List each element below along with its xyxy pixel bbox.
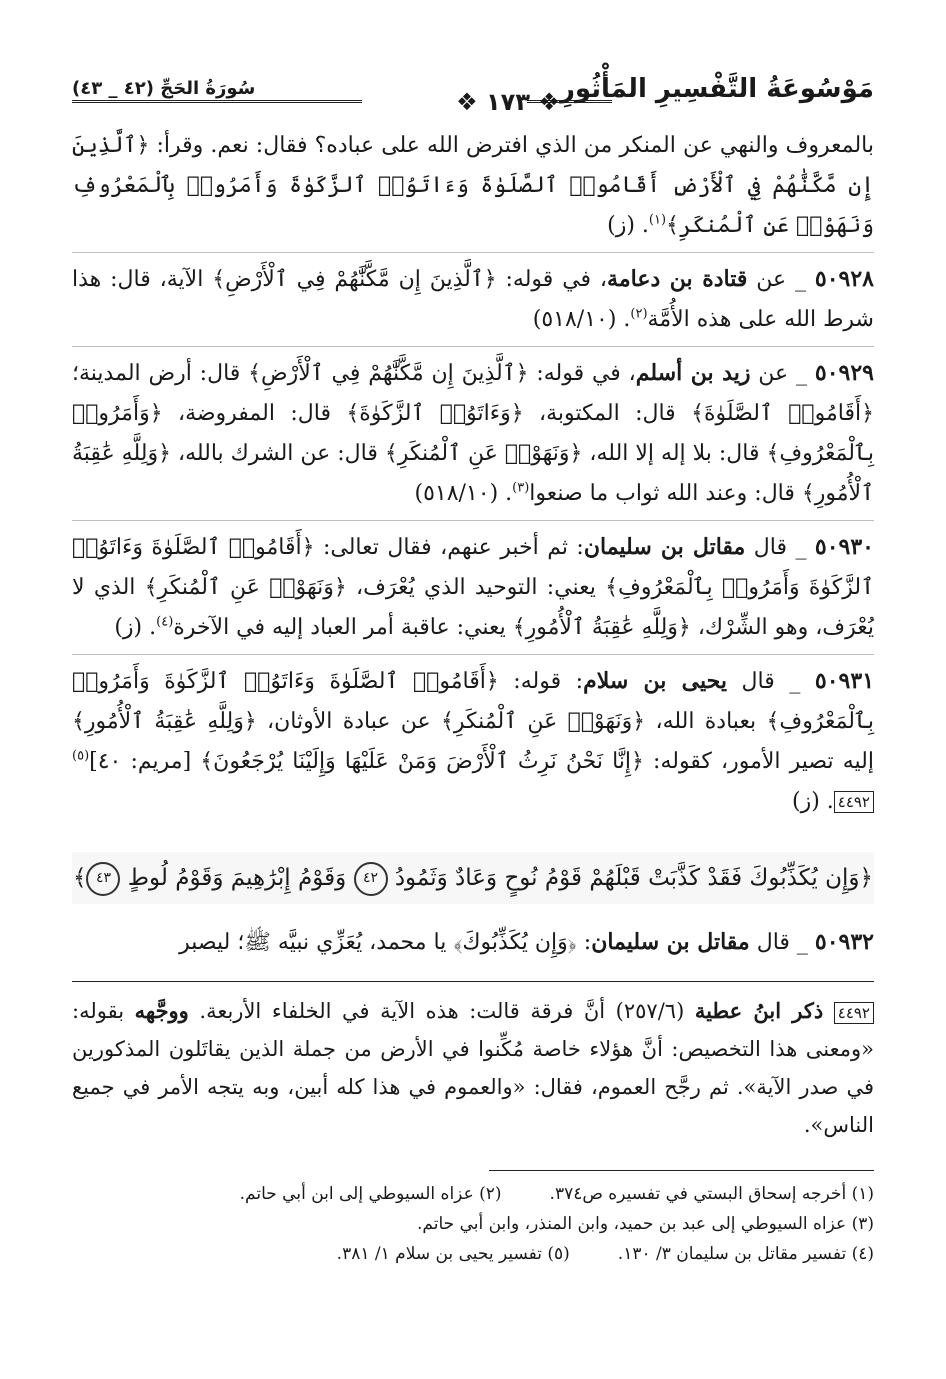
commentary-number-box: ٤٤٩٢ [834, 1002, 874, 1024]
intro-text: بالمعروف والنهي عن المنكر من الذي افترض الله على عباده؟ فقال: نعم. وقرأ: [156, 133, 874, 158]
narrator-name: قتادة بن دعامة [607, 266, 748, 292]
commentary-note [72, 992, 874, 1144]
footnote-marker[interactable]: (٤) [156, 614, 174, 630]
entry-number: ٥٠٩٣١ [814, 668, 875, 694]
reference-row [72, 1209, 874, 1239]
entry-text: : ثم أخبر عنهم، فقال تعالى: ﴿أَقَامُوا۟ ٱلصَّلَوٰةَ وَءَاتَوُا۟ ٱلزَّكَوٰةَ وَأَمَرُوا۟ بِٱلْمَعْرُوفِ﴾ يعني: التوحيد الذي يُعْرَف، ﴿وَنَهَوْا۟ عَنِ ٱلْمُنكَرِ﴾ الذي لا يُعْرَف، وهو الشِّرْك، ﴿وَلِلَّهِ عَٰقِبَةُ ٱلْأُمُورِ﴾ يعني: عاقبة أمر العباد إليه في الآخرة [72, 535, 874, 640]
ayah-text: ﴿وَإِن يُكَذِّبُوكَ فَقَدْ كَذَّبَتْ قَبْلَهُمْ قَوْمُ نُوحٍ وَعَادٌ وَثَمُودُ [394, 865, 874, 891]
divider [72, 252, 874, 253]
ayah-text: وَقَوْمُ إِبْرَٰهِيمَ وَقَوْمُ لُوطٍ [127, 865, 347, 891]
footnote-marker[interactable]: (١) [648, 212, 667, 228]
reference-item: (٤) تفسير مقاتل بن سليمان ٣/ ١٣٠. [617, 1244, 874, 1264]
footnote-marker[interactable]: (٢) [630, 306, 648, 322]
entry-text: ، في قوله: ﴿ٱلَّذِينَ إِن مَّكَّنَّٰهُمْ فِي ٱلْأَرْضِ﴾ الآية، قال: هذا شرط الله على هذه الأُمَّة [72, 267, 874, 332]
source-tag: . (ز) [791, 789, 834, 814]
footnote-divider [72, 981, 874, 982]
narrator-name: زيد بن أسلم [635, 360, 751, 386]
entry-text: ، في قوله: ﴿ٱلَّذِينَ إِن مَّكَّنَّٰهُمْ فِي ٱلْأَرْضِ﴾ قال: أرض المدينة؛ ﴿أَقَامُوا۟ ٱلصَّلَوٰةَ﴾ قال: المكتوبة، ﴿وَءَاتَوُا۟ ٱلزَّكَوٰةَ﴾ قال: المفروضة، ﴿وَأَمَرُوا۟ بِٱلْمَعْرُوفِ﴾ قال: بلا إله إلا الله، ﴿وَنَهَوْا۟ عَنِ ٱلْمُنكَرِ﴾ قال: عن الشرك بالله، ﴿وَلِلَّهِ عَٰقِبَةُ ٱلْأُمُورِ﴾ قال: وعند الله ثواب ما صنعوا [72, 361, 874, 506]
entry-text: : قوله: ﴿أَقَامُوا۟ ٱلصَّلَوٰةَ وَءَاتَوُا۟ ٱلزَّكَوٰةَ وَأَمَرُوا۟ بِٱلْمَعْرُوفِ﴾ بعبادة الله، ﴿وَنَهَوْا۟ عَنِ ٱلْمُنكَرِ﴾ عن عبادة الأوثان، ﴿وَلِلَّهِ عَٰقِبَةُ ٱلْأُمُورِ﴾ إليه تصير الأمور، كقوله: ﴿إِنَّا نَحْنُ نَرِثُ ٱلْأَرْضَ وَمَنْ عَلَيْهَا وَإِلَيْنَا يُرْجَعُونَ﴾ [مريم: ٤٠] [72, 669, 874, 774]
quran-quote: ﴿ٱلَّذِينَ إِن مَّكَّنَّٰهُمْ فِي ٱلْأَرْضِ أَقَامُوا۟ ٱلصَّلَوٰةَ وَءَاتَوُا۟ ٱلزَّكَوٰةَ وَأَمَرُوا۟ بِٱلْمَعْرُوفِ وَنَهَوْا۟ عَنِ ٱلْمُنكَرِ﴾ [72, 133, 874, 238]
reference-item: (٥) تفسير يحيى بن سلام ١/ ٣٨١. [336, 1244, 570, 1264]
page-number: ❖ ١٧٣ ❖ [456, 88, 560, 116]
narrator-name: مقاتل بن سليمان [591, 929, 750, 955]
source-tag: . (٥١٨/١٠) [532, 307, 631, 332]
divider [72, 346, 874, 347]
footnote-marker[interactable]: (٥) [72, 748, 90, 764]
entry-text: : ﴿وَإِن يُكَذِّبُوكَ﴾ يا محمد، يُعَزِّي نبيَّه ﷺ؛ ليصبر [179, 930, 592, 955]
hadith-entry [72, 661, 874, 822]
hadith-entry [72, 527, 874, 648]
reference-item: (٣) عزاه السيوطي إلى عبد بن حميد، وابن المنذر، وابن أبي حاتم. [417, 1214, 874, 1234]
entry-connector: _ قال [745, 535, 815, 560]
entry-connector: _ قال [726, 669, 815, 694]
divider [72, 520, 874, 521]
entry-number: ٥٠٩٢٩ [814, 360, 874, 386]
commentary-reference-box[interactable]: ٤٤٩٢ [834, 791, 874, 813]
source-tag: . (ز) [114, 615, 157, 640]
reference-item: (٢) عزاه السيوطي إلى ابن أبي حاتم. [239, 1184, 502, 1204]
narrator-name: مقاتل بن سليمان [583, 534, 746, 560]
entry-connector: _ عن [750, 361, 815, 386]
intro-paragraph [72, 126, 874, 246]
reference-item: (١) أخرجه إسحاق البستي في تفسيره ص٣٧٤. [549, 1184, 874, 1204]
narrator-name: يحيى بن سلام [583, 668, 727, 694]
entry-number: ٥٠٩٣٠ [814, 534, 874, 560]
source-tag: . (٥١٨/١٠) [414, 481, 513, 506]
footnote-marker[interactable]: (٣) [512, 480, 530, 496]
ayah-block [72, 852, 874, 904]
entry-number: ٥٠٩٣٢ [814, 929, 874, 955]
commentary-emphasis: ووجَّهه [134, 998, 189, 1023]
ayah-number-badge: ٤٢ [354, 862, 388, 896]
entry-number: ٥٠٩٢٨ [814, 266, 874, 292]
entry-connector: _ عن [747, 267, 815, 292]
references-divider [489, 1170, 874, 1171]
ayah-bracket: ﴾ [72, 865, 87, 891]
commentary-text: بقوله: «ومعنى هذا التخصيص: أنَّ هؤلاء خاصة مُكِّنوا في الأرض من جملة الذين يقاتَلون المذكورين في صدر الآية». ثم رجَّح العموم، فقال: «والعموم في هذا كله أبين، وبه يتجه الأمر في جميع الناس». [72, 999, 874, 1137]
reference-row [72, 1179, 874, 1209]
hadith-entry [72, 922, 874, 963]
commentary-lead: ذكر ابنُ عطية [694, 998, 824, 1023]
hadith-entry [72, 259, 874, 340]
page-header [72, 70, 874, 126]
book-title: مَوْسُوعَةُ التَّفْسِيرِ المَأْثُورِ [559, 74, 874, 104]
references-list [72, 1179, 874, 1269]
source-tag: . (ز) [607, 213, 649, 238]
divider [72, 654, 874, 655]
ayah-number-badge: ٤٣ [86, 862, 120, 896]
surah-reference: سُورَةُ الحَجِّ (٤٢ _ ٤٣) [72, 78, 256, 99]
reference-row [72, 1239, 874, 1269]
header-rule-left [72, 100, 362, 103]
entry-connector: _ قال [749, 930, 815, 955]
page [72, 70, 874, 1339]
commentary-text: (٢٥٧/٦) أنَّ فرقة قالت: هذه الآية في الخلفاء الأربعة. [188, 999, 695, 1023]
hadith-entry [72, 353, 874, 514]
